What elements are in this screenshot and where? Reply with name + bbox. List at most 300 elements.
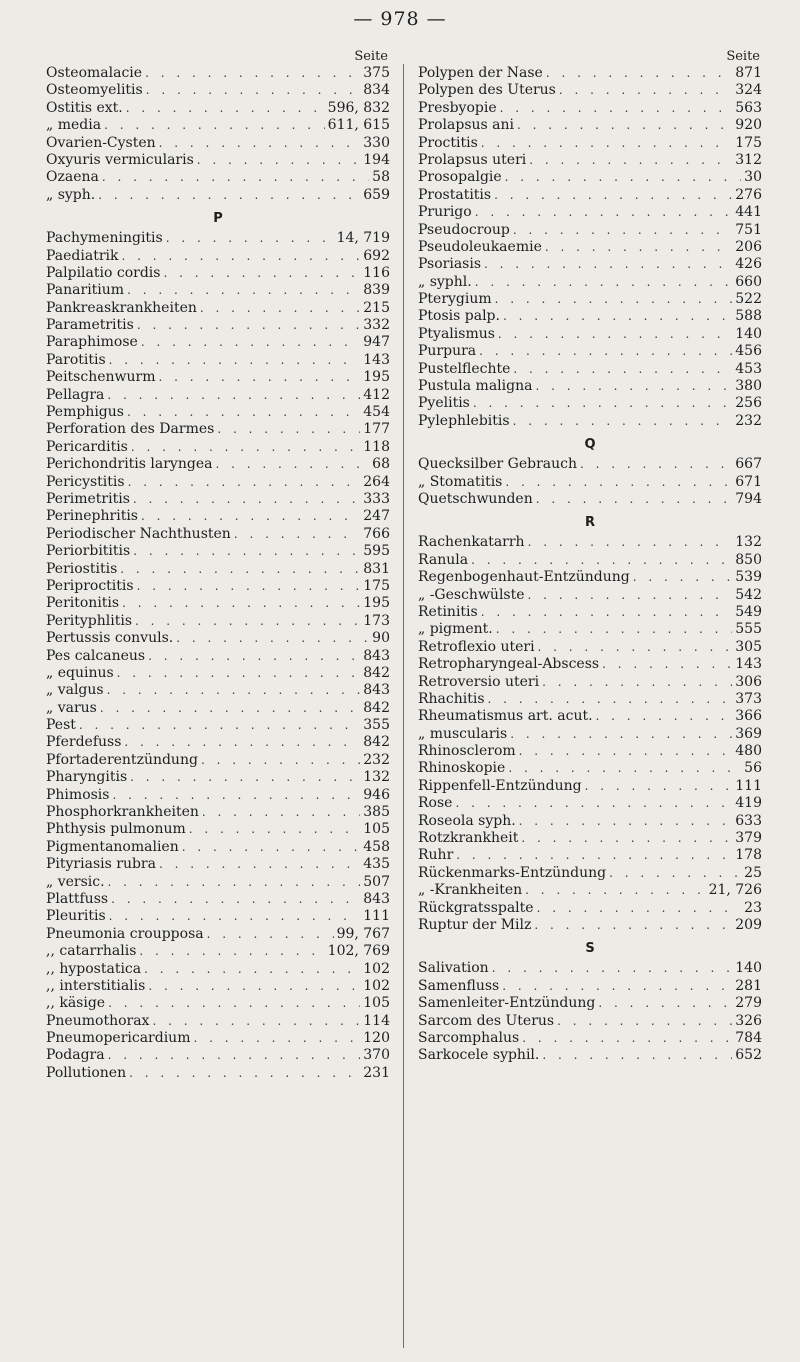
section-letter: Q xyxy=(584,437,596,453)
entry-page-number: 555 xyxy=(735,621,762,638)
entry-page-number: 549 xyxy=(735,603,762,620)
entry-page-number: 692 xyxy=(363,247,390,264)
dot-leader xyxy=(129,1065,360,1082)
index-entry xyxy=(418,491,762,508)
entry-page-number: 453 xyxy=(735,360,762,377)
dot-leader xyxy=(488,691,733,708)
dot-leader xyxy=(189,821,361,838)
index-entry xyxy=(418,587,762,604)
dot-leader xyxy=(513,413,733,430)
dot-leader xyxy=(498,326,732,343)
entry-page-number: 373 xyxy=(735,690,762,707)
dot-leader xyxy=(508,760,741,777)
entry-term: Rheumatismus art. acut. xyxy=(418,708,593,725)
seite-header: Seite xyxy=(354,49,388,64)
entry-term: Osteomyelitis xyxy=(46,82,143,99)
index-entry xyxy=(46,404,390,421)
index-entry xyxy=(418,204,762,221)
entry-page-number: 140 xyxy=(735,960,762,977)
entry-page-number: 111 xyxy=(735,777,762,794)
entry-term: Pericystitis xyxy=(46,473,125,490)
index-entry xyxy=(418,708,762,725)
index-entry xyxy=(418,1047,762,1064)
entry-term: Pachymeningitis xyxy=(46,230,163,247)
dot-leader xyxy=(510,726,732,743)
entry-term: Perichondritis laryngea xyxy=(46,456,213,473)
index-entry xyxy=(46,369,390,386)
entry-term: Paediatrik xyxy=(46,247,119,264)
dot-leader xyxy=(117,665,361,682)
dot-leader xyxy=(141,508,360,525)
dot-leader xyxy=(473,395,732,412)
entry-term: Peitschenwurm xyxy=(46,369,156,386)
dot-leader xyxy=(102,169,369,186)
entry-page-number: 99, 767 xyxy=(336,925,390,942)
dot-leader xyxy=(144,961,360,978)
section-letter: R xyxy=(584,515,595,531)
index-entry xyxy=(46,1065,390,1082)
index-entry xyxy=(418,291,762,308)
index-entry xyxy=(418,239,762,256)
dot-leader xyxy=(122,595,360,612)
dot-leader xyxy=(135,613,360,630)
dot-leader xyxy=(513,222,732,239)
dot-leader xyxy=(633,569,733,586)
entry-page-number: 588 xyxy=(735,308,762,325)
index-entry xyxy=(418,1030,762,1047)
entry-page-number: 14, 719 xyxy=(336,230,390,247)
dot-leader xyxy=(519,743,733,760)
entry-term: Ruptur der Milz xyxy=(418,916,532,933)
entry-page-number: 920 xyxy=(735,117,762,134)
entry-page-number: 116 xyxy=(363,264,390,281)
entry-term: Pferdefuss xyxy=(46,734,122,751)
entry-term: „ syphl. xyxy=(418,273,472,290)
entry-term: Pigmentanomalien xyxy=(46,838,179,855)
index-entry xyxy=(46,961,390,978)
index-entry xyxy=(46,135,390,152)
dot-leader xyxy=(127,282,360,299)
index-entry xyxy=(46,456,390,473)
index-entry xyxy=(46,821,390,838)
index-entry xyxy=(418,978,762,995)
entry-term: Parametritis xyxy=(46,317,134,334)
dot-leader xyxy=(109,908,361,925)
entry-term: Quecksilber Gebrauch xyxy=(418,456,577,473)
dot-leader xyxy=(456,847,732,864)
entry-page-number: 281 xyxy=(735,977,762,994)
entry-term: Ostitis ext. xyxy=(46,99,123,116)
entry-term: Rippenfell-Entzündung xyxy=(418,777,582,794)
entry-term: Regenbogenhaut-Entzündung xyxy=(418,569,630,586)
entry-page-number: 102 xyxy=(363,960,390,977)
index-entry xyxy=(46,839,390,856)
dot-leader xyxy=(545,239,732,256)
entry-term: Rhinosclerom xyxy=(418,743,516,760)
entry-term: Pertussis convuls. xyxy=(46,630,174,647)
dot-leader xyxy=(513,361,732,378)
entry-page-number: 850 xyxy=(735,551,762,568)
index-entry xyxy=(46,856,390,873)
entry-term: Rotzkrankheit xyxy=(418,830,519,847)
entry-page-number: 114 xyxy=(363,1012,390,1029)
dot-leader xyxy=(528,587,733,604)
index-entry xyxy=(46,334,390,351)
entry-page-number: 412 xyxy=(363,386,390,403)
entry-term: Rhachitis xyxy=(418,690,485,707)
entry-page-number: 120 xyxy=(363,1030,390,1047)
entry-term: Samenfluss xyxy=(418,977,500,994)
index-entry xyxy=(418,395,762,412)
index-entry xyxy=(418,222,762,239)
dot-leader xyxy=(120,561,360,578)
dot-leader xyxy=(542,1047,732,1064)
entry-term: „ versic. xyxy=(46,873,105,890)
dot-leader xyxy=(598,995,732,1012)
dot-leader xyxy=(201,752,360,769)
index-entry xyxy=(418,135,762,152)
entry-term: „ valgus xyxy=(46,682,104,699)
entry-page-number: 667 xyxy=(735,456,762,473)
dot-leader xyxy=(127,404,360,421)
entry-term: Ozaena xyxy=(46,169,99,186)
index-entry xyxy=(46,543,390,560)
entry-page-number: 194 xyxy=(363,151,390,168)
entry-term: Periostitis xyxy=(46,560,118,577)
dot-leader xyxy=(79,717,360,734)
index-entry xyxy=(46,387,390,404)
dot-leader xyxy=(495,291,733,308)
index-entry xyxy=(418,726,762,743)
index-entry xyxy=(418,82,762,99)
entry-term: ,, hypostatica xyxy=(46,960,142,977)
index-entry xyxy=(418,656,762,673)
entry-page-number: 195 xyxy=(363,369,390,386)
entry-term: Ovarien-Cysten xyxy=(46,134,156,151)
entry-page-number: 539 xyxy=(735,569,762,586)
entry-term: Panaritium xyxy=(46,282,125,299)
index-entry xyxy=(418,604,762,621)
entry-term: Pleuritis xyxy=(46,908,106,925)
entry-term: Pellagra xyxy=(46,386,105,403)
entry-term: Salivation xyxy=(418,960,489,977)
entry-page-number: 25 xyxy=(744,864,762,881)
entry-term: Rückenmarks-Entzündung xyxy=(418,864,607,881)
index-entry xyxy=(418,995,762,1012)
index-entry xyxy=(46,352,390,369)
entry-page-number: 279 xyxy=(735,995,762,1012)
index-entry xyxy=(418,960,762,977)
dot-leader xyxy=(107,682,361,699)
dot-leader xyxy=(546,65,732,82)
entry-term: Phosphorkrankheiten xyxy=(46,804,199,821)
dot-leader xyxy=(522,1030,732,1047)
index-entry xyxy=(418,882,762,899)
index-entry xyxy=(418,456,762,473)
entry-page-number: 794 xyxy=(735,490,762,507)
entry-term: Pneumothorax xyxy=(46,1012,150,1029)
entry-term: „ media xyxy=(46,117,102,134)
index-entry xyxy=(46,317,390,334)
index-entry xyxy=(46,187,390,204)
section-letter: S xyxy=(585,941,595,957)
dot-leader xyxy=(182,839,361,856)
entry-page-number: 611, 615 xyxy=(327,117,390,134)
dot-leader xyxy=(535,378,732,395)
dot-leader xyxy=(234,526,360,543)
index-entry xyxy=(418,743,762,760)
entry-page-number: 871 xyxy=(735,65,762,81)
entry-term: Proctitis xyxy=(418,134,478,151)
index-entry xyxy=(418,691,762,708)
entry-term: „ -Geschwülste xyxy=(418,586,525,603)
dot-leader xyxy=(217,421,360,438)
entry-term: Rachenkatarrh xyxy=(418,534,525,551)
index-entry xyxy=(418,117,762,134)
entry-term: „ equinus xyxy=(46,664,114,681)
index-entry xyxy=(46,943,390,960)
entry-term: Perforation des Darmes xyxy=(46,421,215,438)
entry-term: „ -Krankheiten xyxy=(418,882,523,899)
seite-header: Seite xyxy=(726,49,760,64)
entry-page-number: 232 xyxy=(363,751,390,768)
dot-leader xyxy=(215,456,369,473)
entry-term: Pankreaskrankheiten xyxy=(46,299,197,316)
index-column-right xyxy=(418,48,762,1065)
entry-page-number: 419 xyxy=(735,795,762,812)
entry-page-number: 542 xyxy=(735,586,762,603)
entry-term: „ varus xyxy=(46,699,97,716)
entry-page-number: 143 xyxy=(735,656,762,673)
index-entry xyxy=(418,639,762,656)
index-entry xyxy=(418,1013,762,1030)
index-entry xyxy=(418,169,762,186)
entry-page-number: 480 xyxy=(735,743,762,760)
entry-page-number: 105 xyxy=(363,821,390,838)
entry-term: Polypen der Nase xyxy=(418,65,543,81)
index-entry xyxy=(418,256,762,273)
dot-leader xyxy=(141,334,360,351)
entry-term: ,, interstitialis xyxy=(46,977,146,994)
index-entry xyxy=(46,665,390,682)
entry-page-number: 21, 726 xyxy=(708,882,762,899)
index-entry xyxy=(418,152,762,169)
index-entry xyxy=(418,674,762,691)
entry-page-number: 596, 832 xyxy=(327,99,390,116)
dot-leader xyxy=(159,856,360,873)
dot-leader xyxy=(525,882,705,899)
dot-leader xyxy=(163,265,360,282)
index-column-left xyxy=(46,48,390,1082)
index-entry xyxy=(46,995,390,1012)
entry-term: Pseudocroup xyxy=(418,221,510,238)
entry-page-number: 175 xyxy=(735,134,762,151)
dot-leader xyxy=(484,256,732,273)
index-entry xyxy=(46,578,390,595)
entry-term: Ptosis palp. xyxy=(418,308,500,325)
entry-term: Retroversio uteri xyxy=(418,673,540,690)
entry-page-number: 23 xyxy=(744,899,762,916)
entry-page-number: 140 xyxy=(735,325,762,342)
entry-page-number: 215 xyxy=(363,299,390,316)
index-entry xyxy=(46,630,390,647)
index-entry xyxy=(46,100,390,117)
entry-page-number: 178 xyxy=(735,847,762,864)
entry-term: Retroflexio uteri xyxy=(418,638,535,655)
entry-term: Pest xyxy=(46,717,76,734)
dot-leader xyxy=(98,187,360,204)
entry-page-number: 306 xyxy=(735,673,762,690)
index-entry xyxy=(418,795,762,812)
entry-page-number: 652 xyxy=(735,1047,762,1064)
dot-leader xyxy=(133,543,360,560)
entry-page-number: 206 xyxy=(735,238,762,255)
entry-page-number: 68 xyxy=(372,456,390,473)
index-entry xyxy=(418,552,762,569)
entry-term: Prolapsus ani xyxy=(418,117,515,134)
dot-leader xyxy=(109,352,361,369)
entry-page-number: 173 xyxy=(363,612,390,629)
index-entry xyxy=(46,613,390,630)
entry-page-number: 209 xyxy=(735,916,762,933)
index-entry xyxy=(46,1030,390,1047)
dot-leader xyxy=(559,82,732,99)
dot-leader xyxy=(108,874,361,891)
dot-leader xyxy=(471,552,732,569)
entry-page-number: 522 xyxy=(735,291,762,308)
index-entry xyxy=(46,874,390,891)
entry-term: Psoriasis xyxy=(418,256,482,273)
entry-page-number: 312 xyxy=(735,151,762,168)
entry-term: Pemphigus xyxy=(46,404,124,421)
entry-page-number: 264 xyxy=(363,473,390,490)
entry-term: Osteomalacie xyxy=(46,65,143,81)
index-entry xyxy=(418,917,762,934)
entry-page-number: 435 xyxy=(363,856,390,873)
index-entry xyxy=(46,700,390,717)
entry-term: „ muscularis xyxy=(418,725,508,742)
entry-page-number: 839 xyxy=(363,282,390,299)
column-divider xyxy=(403,64,404,1348)
entry-page-number: 426 xyxy=(735,256,762,273)
dot-leader xyxy=(492,960,733,977)
index-entry xyxy=(46,1013,390,1030)
entry-page-number: 370 xyxy=(363,1047,390,1064)
entry-page-number: 456 xyxy=(735,343,762,360)
dot-leader xyxy=(537,900,742,917)
dot-leader xyxy=(479,343,732,360)
entry-page-number: 231 xyxy=(363,1064,390,1081)
index-entry xyxy=(46,421,390,438)
entry-term: Pyelitis xyxy=(418,395,470,412)
entry-term: Roseola syph. xyxy=(418,812,516,829)
dot-leader xyxy=(481,135,732,152)
entry-page-number: 842 xyxy=(363,664,390,681)
entry-term: Pityriasis rubra xyxy=(46,856,156,873)
dot-leader xyxy=(159,135,361,152)
entry-term: Rose xyxy=(418,795,453,812)
entry-term: Prostatitis xyxy=(418,186,492,203)
entry-term: Periproctitis xyxy=(46,577,134,594)
entry-page-number: 232 xyxy=(735,412,762,429)
entry-term: Retinitis xyxy=(418,603,478,620)
entry-page-number: 369 xyxy=(735,725,762,742)
dot-leader xyxy=(193,1030,360,1047)
entry-term: Presbyopie xyxy=(418,99,497,116)
index-entry xyxy=(418,474,762,491)
entry-page-number: 660 xyxy=(735,273,762,290)
entry-page-number: 784 xyxy=(735,1029,762,1046)
index-entry xyxy=(46,717,390,734)
dot-leader xyxy=(145,65,360,82)
entry-page-number: 595 xyxy=(363,543,390,560)
entry-page-number: 305 xyxy=(735,638,762,655)
dot-leader xyxy=(496,621,733,638)
entry-page-number: 366 xyxy=(735,708,762,725)
entry-page-number: 355 xyxy=(363,717,390,734)
entry-term: Ranula xyxy=(418,551,469,568)
entry-page-number: 111 xyxy=(363,908,390,925)
entry-page-number: 766 xyxy=(363,525,390,542)
entry-page-number: 58 xyxy=(372,169,390,186)
index-entry xyxy=(46,787,390,804)
dot-leader xyxy=(137,578,361,595)
entry-page-number: 441 xyxy=(735,204,762,221)
dot-leader xyxy=(455,795,732,812)
dot-leader xyxy=(542,674,732,691)
entry-page-number: 175 xyxy=(363,577,390,594)
dot-leader xyxy=(521,830,732,847)
entry-page-number: 671 xyxy=(735,473,762,490)
entry-term: Pollutionen xyxy=(46,1064,127,1081)
index-entry xyxy=(418,343,762,360)
entry-term: Palpilatio cordis xyxy=(46,264,161,281)
entry-term: Peritonitis xyxy=(46,595,120,612)
entry-term: Purpura xyxy=(418,343,477,360)
entry-term: Periorbititis xyxy=(46,543,131,560)
dot-leader xyxy=(166,230,334,247)
entry-page-number: 256 xyxy=(735,395,762,412)
entry-term: Pylephlebitis xyxy=(418,412,510,429)
index-entry xyxy=(46,804,390,821)
index-entry xyxy=(46,117,390,134)
index-entry xyxy=(418,378,762,395)
entry-page-number: 247 xyxy=(363,508,390,525)
entry-term: Rhinoskopie xyxy=(418,760,506,777)
dot-leader xyxy=(585,778,733,795)
dot-leader xyxy=(475,204,733,221)
entry-page-number: 843 xyxy=(363,890,390,907)
index-entry xyxy=(46,561,390,578)
index-entry xyxy=(418,361,762,378)
index-entry xyxy=(46,282,390,299)
entry-term: Rückgratsspalte xyxy=(418,899,534,916)
dot-leader xyxy=(108,995,360,1012)
dot-leader xyxy=(500,100,733,117)
dot-leader xyxy=(534,917,732,934)
entry-page-number: 30 xyxy=(744,169,762,186)
dot-leader xyxy=(503,308,732,325)
entry-page-number: 332 xyxy=(363,317,390,334)
index-entry xyxy=(46,648,390,665)
index-entry xyxy=(46,248,390,265)
index-entry xyxy=(46,752,390,769)
index-entry xyxy=(46,152,390,169)
entry-page-number: 842 xyxy=(363,699,390,716)
entry-page-number: 751 xyxy=(735,221,762,238)
entry-page-number: 834 xyxy=(363,82,390,99)
entry-term: Quetschwunden xyxy=(418,490,533,507)
